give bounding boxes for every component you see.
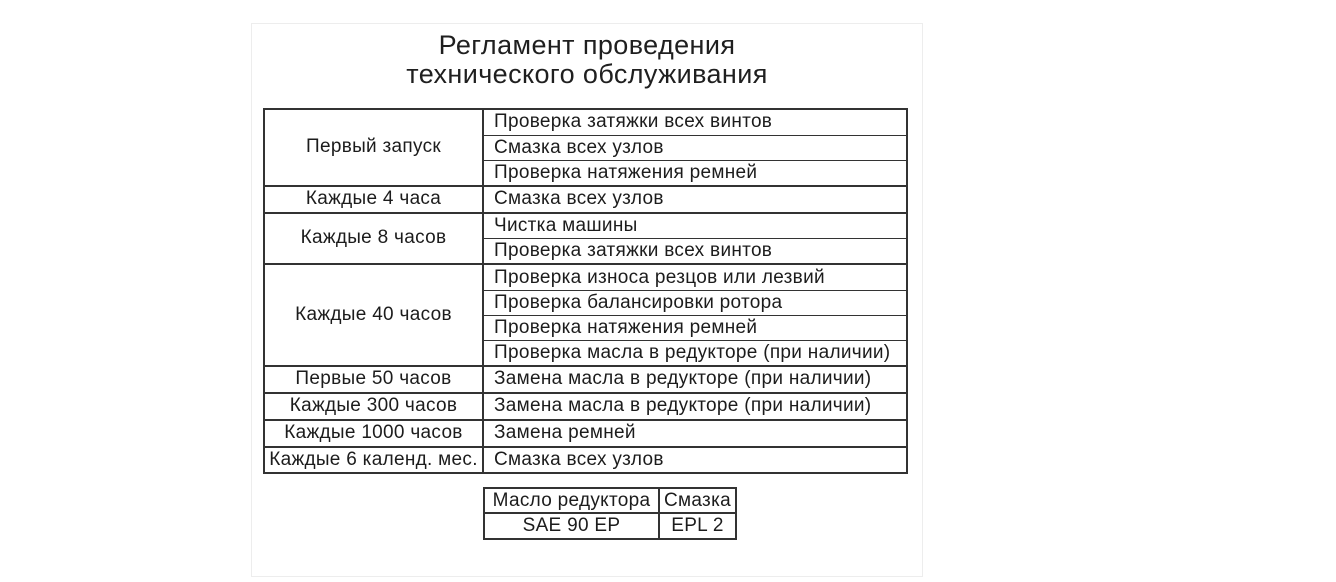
- task-cell: Проверка износа резцов или лезвий: [494, 266, 825, 288]
- schedule-group-every-1000h: [265, 419, 906, 446]
- grease-header-cell: Смазка: [660, 489, 735, 514]
- schedule-group-first-50h: [265, 365, 906, 392]
- task-cell: Проверка балансировки ротора: [484, 290, 906, 315]
- interval-cell: Каждые 300 часов: [265, 394, 484, 419]
- maintenance-schedule-table: [263, 108, 908, 474]
- task-list: [484, 394, 906, 419]
- interval-cell: Первый запуск: [265, 110, 484, 185]
- interval-cell: Каждые 40 часов: [265, 265, 484, 365]
- task-list: [484, 448, 906, 473]
- page-title-line2: технического обслуживания: [406, 59, 768, 89]
- schedule-group-first-start: [265, 110, 906, 185]
- task-cell: Замена масла в редукторе (при наличии): [494, 368, 872, 390]
- interval-cell: Первые 50 часов: [265, 367, 484, 392]
- task-cell: Проверка затяжки всех винтов: [494, 111, 773, 133]
- interval-cell: Каждые 6 календ. мес.: [265, 448, 484, 473]
- gear-oil-header-cell: Масло редуктора: [485, 489, 660, 514]
- lubricants-table: [483, 487, 737, 540]
- schedule-group-every-300h: [265, 392, 906, 419]
- task-cell: Замена масла в редукторе (при наличии): [494, 395, 872, 417]
- task-cell: Смазка всех узлов: [494, 449, 664, 471]
- page-title: [252, 31, 922, 89]
- interval-cell: Каждые 1000 часов: [265, 421, 484, 446]
- task-cell: Замена ремней: [494, 422, 636, 444]
- task-cell: Чистка машины: [494, 215, 638, 236]
- task-cell: Смазка всех узлов: [494, 188, 664, 210]
- schedule-group-every-6-months: [265, 446, 906, 473]
- grease-value-cell: EPL 2: [671, 515, 724, 536]
- page-title-line1: Регламент проведения: [438, 30, 736, 60]
- task-cell: Проверка масла в редукторе (при наличии): [484, 340, 906, 365]
- task-cell: Проверка натяжения ремней: [484, 160, 906, 185]
- task-cell: Проверка натяжения ремней: [484, 315, 906, 340]
- interval-cell: Каждые 4 часа: [265, 187, 484, 212]
- schedule-group-every-4h: [265, 185, 906, 212]
- schedule-group-every-40h: [265, 263, 906, 365]
- task-list: [484, 214, 906, 264]
- task-cell: Проверка затяжки всех винтов: [484, 238, 906, 263]
- interval-cell: Каждые 8 часов: [265, 214, 484, 264]
- task-list: [484, 110, 906, 185]
- task-cell: Смазка всех узлов: [484, 135, 906, 160]
- task-list: [484, 367, 906, 392]
- task-list: [484, 421, 906, 446]
- task-list: [484, 187, 906, 212]
- gear-oil-value-cell: SAE 90 EP: [485, 514, 660, 538]
- task-list: [484, 265, 906, 365]
- schedule-group-every-8h: [265, 212, 906, 264]
